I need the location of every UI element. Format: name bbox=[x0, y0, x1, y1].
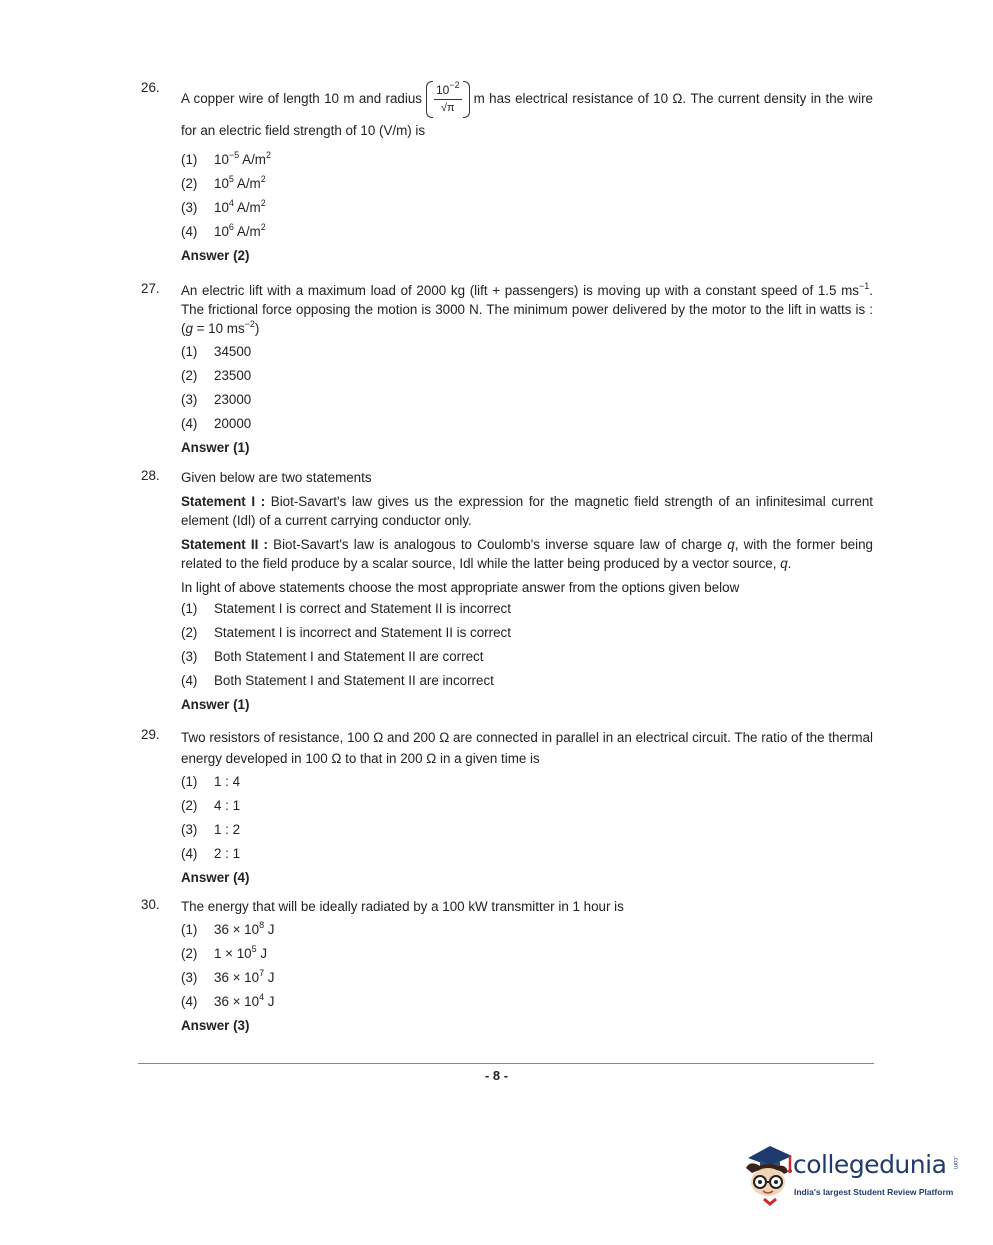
question-text: A copper wire of length 10 m and radius $\frac{10^{-2}}{√\pi}$ m has electrical resistance of 10 Ω. The current density in the wire for an electric field strength of 10 (V/m) is bbox=[181, 80, 873, 138]
option: (4) $36 \times 10^4$ J bbox=[181, 991, 275, 1009]
option: (2) $1 \times 10^5$ J bbox=[181, 943, 268, 961]
option: (2) 4 : 1 bbox=[181, 798, 241, 813]
option: (2) $10^5$ $A/m^2$ bbox=[181, 173, 266, 191]
logo-tagline: India's largest Student Review Platform bbox=[794, 1187, 954, 1197]
option: (4) Both Statement I and Statement II are incorrect bbox=[181, 673, 494, 688]
answer: Answer (4) bbox=[181, 870, 250, 885]
option: (4) 2 : 1 bbox=[181, 846, 241, 861]
radius-fraction: $\frac{10^{-2}}{√\pi}$ bbox=[426, 83, 470, 116]
question-27 bbox=[141, 281, 873, 460]
question-28 bbox=[141, 468, 873, 717]
options-list bbox=[181, 340, 873, 436]
question-text: Two resistors of resistance, 100 Ω and 200 Ω are connected in parallel in an electrical circuit. The ratio of the thermal energy developed in 100 Ω to that in 200 Ω in a given time is bbox=[181, 730, 873, 766]
option: (1) 1 : 4 bbox=[181, 774, 241, 789]
option: (1) $36 \times 10^8$ J bbox=[181, 919, 275, 937]
question-number: 30. bbox=[141, 897, 160, 912]
answer: Answer (1) bbox=[181, 440, 250, 455]
options-list bbox=[181, 148, 873, 244]
option: (1) Statement I is correct and Statement II is incorrect bbox=[181, 601, 511, 616]
answer: Answer (1) bbox=[181, 697, 250, 712]
answer: Answer (2) bbox=[181, 248, 250, 263]
question-number: 27. bbox=[141, 281, 160, 296]
collegedunia-logo[interactable] bbox=[738, 1138, 963, 1208]
question-prompt: In light of above statements choose the most appropriate answer from the options given below bbox=[181, 580, 740, 595]
question-29 bbox=[141, 727, 873, 890]
question-number: 26. bbox=[141, 80, 160, 95]
mascot-icon bbox=[738, 1138, 798, 1208]
option: (3) Both Statement I and Statement II are correct bbox=[181, 649, 484, 664]
question-30 bbox=[141, 897, 873, 1038]
question-text: An electric lift with a maximum load of 2000 kg (lift + passengers) is moving up with a constant speed of 1.5 $ms^{-1}$. The frictional force opposing the motion is 3000 N. The minimum power delivered by the motor to the lift in watts is : (g = 10 $ms^{-2}$) bbox=[181, 280, 873, 336]
question-intro: Given below are two statements bbox=[181, 470, 372, 485]
answer: Answer (3) bbox=[181, 1018, 250, 1033]
options-list bbox=[181, 770, 873, 866]
option: (1) 34500 bbox=[181, 344, 252, 359]
question-26 bbox=[141, 80, 873, 268]
statement-2: Statement II : Biot-Savart's law is analogous to Coulomb's inverse square law of charge q, with the former being related to the field produce by a scalar source, Idl while the latter being produced by a vector source, q. bbox=[181, 537, 874, 571]
option: (2) 23500 bbox=[181, 368, 252, 383]
logo-domain: .com bbox=[952, 1156, 958, 1170]
option: (4) $10^6$ $A/m^2$ bbox=[181, 221, 266, 239]
option: (2) Statement I is incorrect and Statement II is correct bbox=[181, 625, 511, 640]
statement-1: Statement I : Biot-Savart's law gives us the expression for the magnetic field strength of an infinitesimal current element (Idl) of a current carrying conductor only. bbox=[181, 494, 873, 528]
option: (3) $36 \times 10^7$ J bbox=[181, 967, 275, 985]
options-list bbox=[181, 597, 873, 693]
options-list bbox=[181, 918, 873, 1014]
logo-wordmark: collegedunia bbox=[793, 1150, 947, 1179]
footer-divider bbox=[138, 1063, 874, 1064]
option: (3) 23000 bbox=[181, 392, 252, 407]
question-number: 29. bbox=[141, 727, 160, 742]
option: (3) 1 : 2 bbox=[181, 822, 241, 837]
option: (1) $10^{-5}$ $A/m^2$ bbox=[181, 149, 271, 167]
option: (4) 20000 bbox=[181, 416, 252, 431]
option: (3) $10^4$ $A/m^2$ bbox=[181, 197, 266, 215]
question-number: 28. bbox=[141, 468, 160, 483]
question-text: The energy that will be ideally radiated by a 100 kW transmitter in 1 hour is bbox=[181, 899, 624, 914]
page-number: - 8 - bbox=[484, 1068, 509, 1083]
